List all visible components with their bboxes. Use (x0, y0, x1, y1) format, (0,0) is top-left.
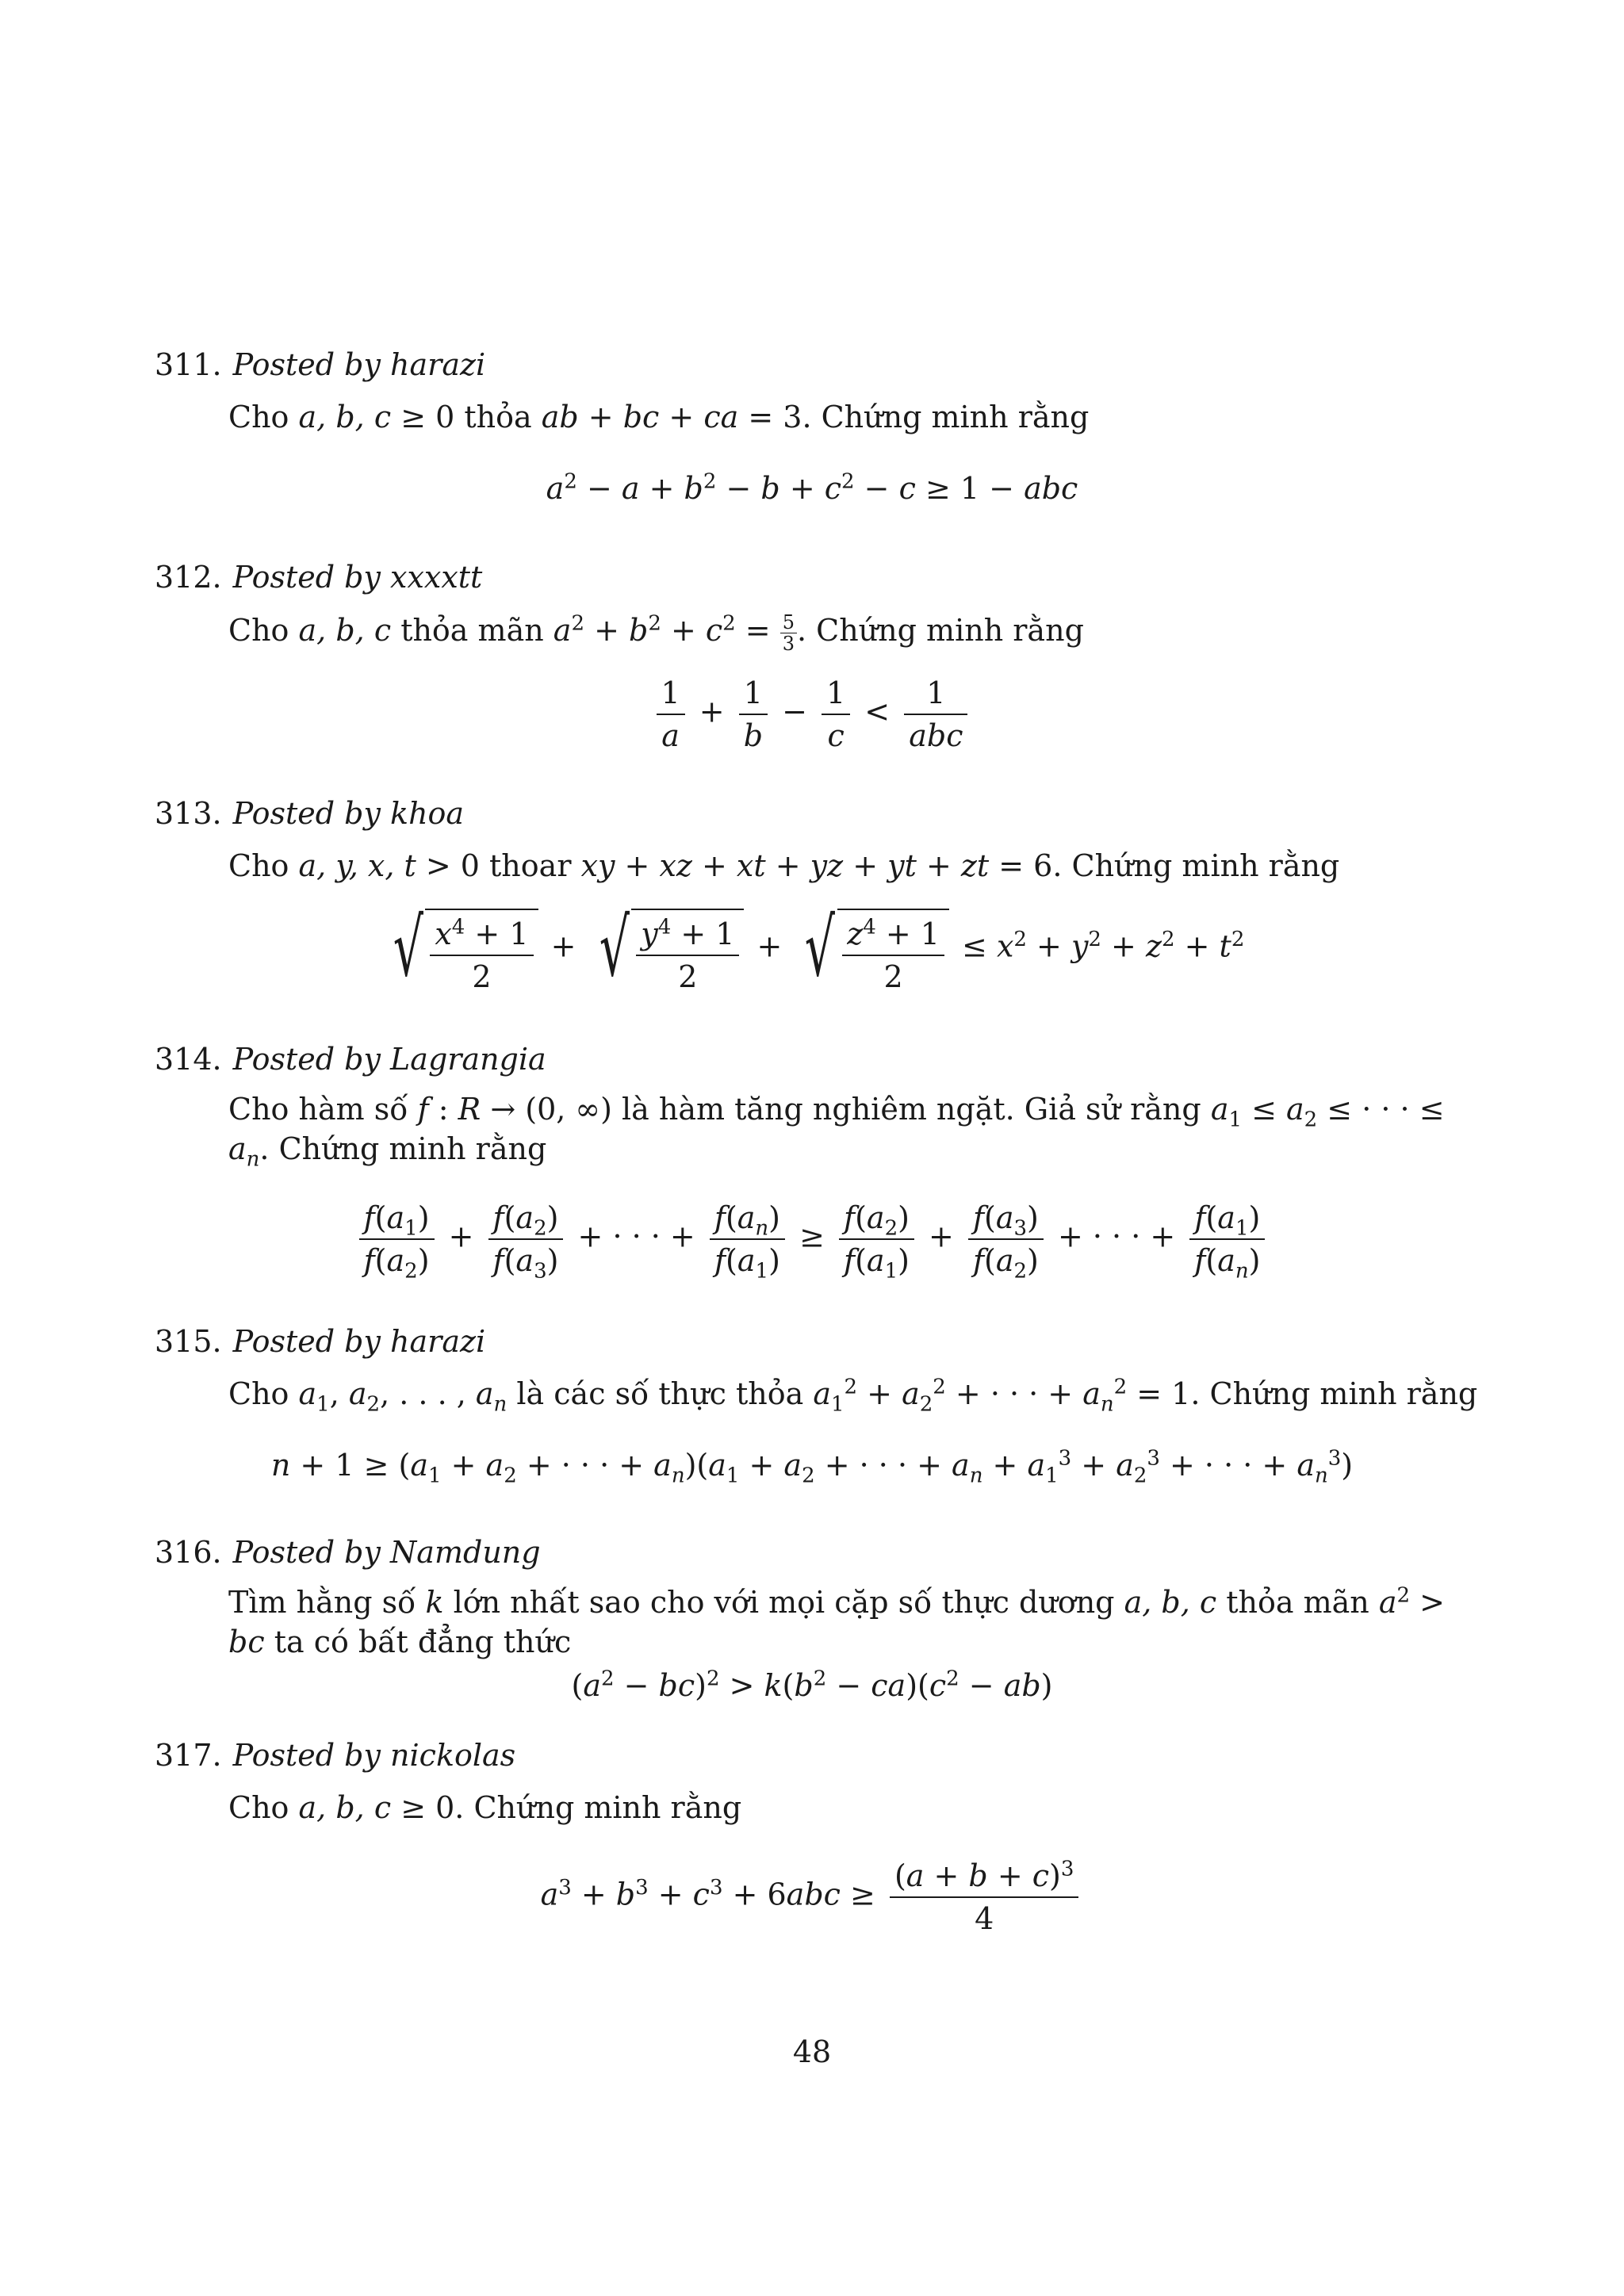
problem-statement: Cho $a_1$, $a_2$, . . . , $a_n$ là các số thực thỏa $a_1^2 + a_2^2$ + · · · + $a_n^2 = 1$. Chứng minh rằng (228, 1375, 1478, 1417)
posted-by: Posted by xxxxtt (232, 560, 483, 595)
problem-number: 314. (155, 1042, 222, 1077)
inequality: $(a^2 - bc)^2 > k(b^2 - ca)(c^2 - ab)$ (571, 1667, 1053, 1703)
problem-statement: Cho a, y, x, t > 0 thoar xy + xz + xt + yz + yt + zt = 6. Chứng minh rằng (228, 848, 1340, 883)
problem-heading (155, 1042, 546, 1077)
problem-statement: Cho a, b, c ≥ 0 thỏa ab + bc + ca = 3. Chứng minh rằng (228, 400, 1090, 434)
problem-number: 315. (155, 1324, 222, 1359)
problem-heading (155, 1738, 515, 1773)
problem-heading (155, 796, 464, 831)
posted-by: Posted by Namdung (232, 1535, 541, 1570)
problem-number: 312. (155, 560, 222, 595)
posted-by: Posted by khoa (232, 796, 465, 831)
inequality: √ $\frac{x^4 + 1}{2}$ + √ $\frac{y^4 + 1}{2}$ + √ $\frac{z^4 + 1}{2}$ ≤ $x^2 + y^2 + z^2 + t^2$ (0, 901, 1624, 997)
posted-by: Posted by nickolas (232, 1738, 516, 1773)
inequality: $\frac{1}{a}$ + $\frac{1}{b}$ − $\frac{1}{c}$ < $\frac{1}{\text{abc}}$ (0, 672, 1624, 756)
problem-heading (155, 1535, 541, 1570)
inequality: $a^3 + b^3 + c^3 + 6abc$ ≥ $\frac{(a + b + c)^3}{4}$ (0, 1855, 1624, 1939)
problem-heading (155, 347, 485, 382)
page-number: 48 (792, 2034, 832, 2069)
inequality: $\frac{f(a_1)}{f(a_2)}$ + $\frac{f(a_2)}{f(a_3)}$ + · · · + $\frac{f(a_n)}{f(a_1)}$ ≥ $\frac{f(a_2)}{f(a_1)}$ + $\frac{f(a_3)}{f(a_2)}$ + · · · + $\frac{f(a_1)}{f(a_n)}$ (0, 1197, 1624, 1281)
problem-number: 317. (155, 1738, 222, 1773)
problem-statement: Cho a, b, c ≥ 0. Chứng minh rằng (228, 1790, 742, 1825)
inequality: $n + 1 \ge (a_1 + a_2$ + · · · + $a_n)(a_1 + a_2$ + · · · + $a_n + a_1^3 + a_2^3$ + · · · + $a_n^3$) (270, 1446, 1354, 1488)
inequality: $a^2 - a + b^2 - b + c^2 - c \ge 1$ − abc (546, 469, 1078, 506)
posted-by: Posted by harazi (232, 1324, 486, 1359)
problem-number: 313. (155, 796, 222, 831)
problem-number: 311. (155, 347, 222, 382)
problem-heading (155, 1324, 485, 1359)
problem-heading (155, 560, 482, 595)
problem-statement: Cho hàm số f : R → (0, ∞) là hàm tăng nghiêm ngặt. Giả sử rằng $a_1 \le a_2$ ≤ · · · ≤ $a_n$. Chứng minh rằng (228, 1092, 1445, 1172)
problem-number: 316. (155, 1535, 222, 1570)
posted-by: Posted by harazi (232, 347, 486, 382)
posted-by: Posted by Lagrangia (232, 1042, 546, 1077)
problem-statement: Cho a, b, c thỏa mãn $a^2 + b^2 + c^2$ = $\frac{5}{3}$ . Chứng minh rằng (228, 611, 1084, 655)
problem-statement: Tìm hằng số k lớn nhất sao cho với mọi cặp số thực dương a, b, c thỏa mãn $a^2$ > bc ta có bất đẳng thức (228, 1583, 1445, 1659)
